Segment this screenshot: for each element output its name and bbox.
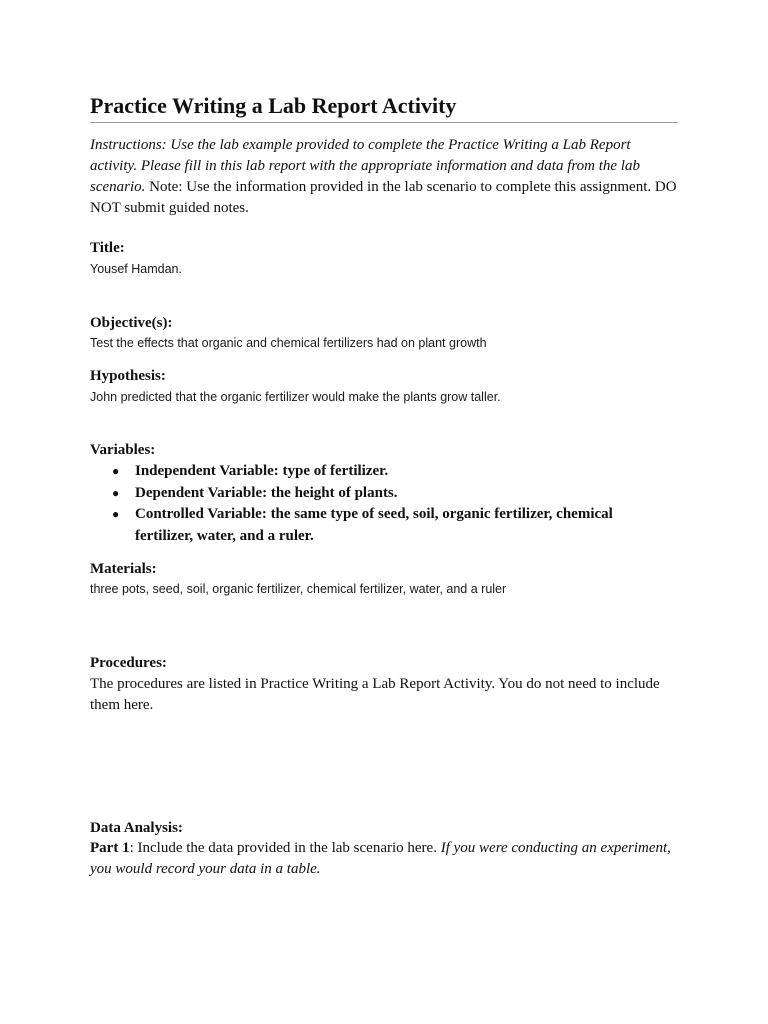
list-item xyxy=(90,461,650,483)
procedures-heading: Procedures: xyxy=(90,655,167,671)
variables-heading: Variables: xyxy=(90,442,156,458)
variable-independent: Independent Variable: type of fertilizer. xyxy=(135,463,389,479)
part1-italic: If you were conducting an experiment, you would record your data in a table. xyxy=(90,840,671,877)
instructions-italic: Instructions: Use the lab example provided to complete the Practice Writing a Lab Report activity. Please fill in this lab report with the appropriate information and data from the lab scenario. xyxy=(90,137,640,195)
data-analysis-heading: Data Analysis: xyxy=(90,820,183,836)
title-text: Yousef Hamdan. xyxy=(90,262,182,276)
materials-text: three pots, seed, soil, organic fertilizer, chemical fertilizer, water, and a ruler xyxy=(90,582,507,596)
hypothesis-text: John predicted that the organic fertilizer would make the plants grow taller. xyxy=(90,390,501,404)
objectives-heading: Objective(s): xyxy=(90,315,173,331)
procedures-text: The procedures are listed in Practice Writing a Lab Report Activity. You do not need to include them here. xyxy=(90,676,660,713)
list-item xyxy=(90,483,650,505)
document-title: Practice Writing a Lab Report Activity xyxy=(90,92,678,123)
variable-controlled: Controlled Variable: the same type of seed, soil, organic fertilizer, chemical fertilizer, water, and a ruler. xyxy=(135,506,613,544)
bullet-icon: ● xyxy=(112,485,120,500)
materials-heading: Materials: xyxy=(90,561,157,577)
bullet-icon: ● xyxy=(112,507,120,521)
objectives-text: Test the effects that organic and chemical fertilizers had on plant growth xyxy=(90,336,487,350)
title-heading: Title: xyxy=(90,240,125,256)
list-item xyxy=(90,504,650,547)
variable-dependent: Dependent Variable: the height of plants. xyxy=(135,484,398,501)
variables-list xyxy=(90,461,650,547)
hypothesis-heading: Hypothesis: xyxy=(90,368,166,384)
part1-label: Part 1 xyxy=(90,840,130,856)
instructions-paragraph xyxy=(90,135,680,219)
bullet-icon: ● xyxy=(112,464,120,478)
data-analysis-part1 xyxy=(90,838,680,880)
instructions-note: Note: Use the information provided in the lab scenario to complete this assignment. DO NOT submit guided notes. xyxy=(90,179,677,216)
part1-text: : Include the data provided in the lab scenario here. xyxy=(129,840,441,856)
